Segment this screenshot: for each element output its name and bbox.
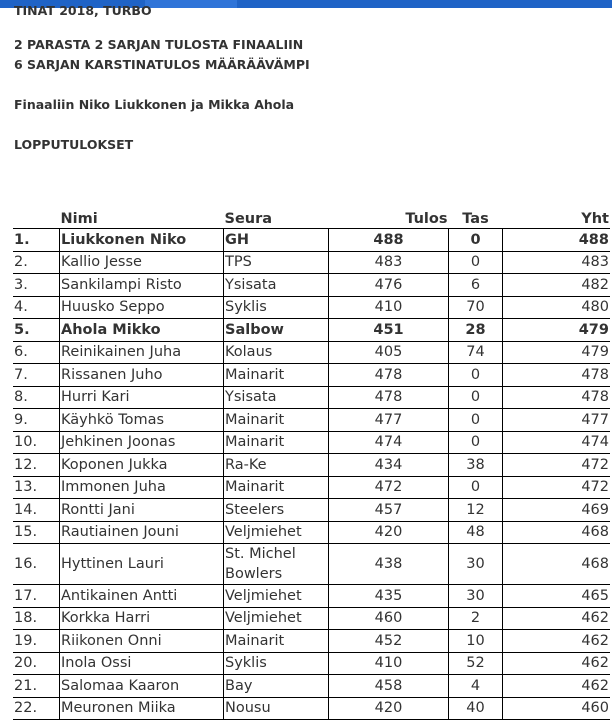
score-cell: 457 — [329, 499, 449, 522]
player-name-cell: Käyhkö Tomas — [60, 409, 224, 432]
table-row — [13, 319, 610, 342]
rank-cell: 6. — [13, 341, 60, 364]
total-cell: 480 — [503, 296, 611, 319]
club-cell: Ysisata — [224, 274, 329, 297]
player-name-cell: Huusko Seppo — [60, 296, 224, 319]
table-row — [13, 476, 610, 499]
total-cell: 478 — [503, 386, 611, 409]
table-row — [13, 409, 610, 432]
total-cell: 483 — [503, 251, 611, 274]
col-header-rank — [13, 207, 60, 229]
table-row — [13, 630, 610, 653]
total-cell: 468 — [503, 544, 611, 585]
handicap-cell: 4 — [449, 675, 503, 698]
handicap-cell: 30 — [449, 544, 503, 585]
handicap-cell: 74 — [449, 341, 503, 364]
table-row — [13, 296, 610, 319]
rule-line-2: 6 SARJAN KARSTINATULOS MÄÄRÄÄVÄMPI — [14, 57, 310, 72]
total-cell: 469 — [503, 499, 611, 522]
club-cell: GH — [224, 229, 329, 252]
club-cell: Syklis — [224, 652, 329, 675]
handicap-cell: 0 — [449, 251, 503, 274]
score-cell: 483 — [329, 251, 449, 274]
table-row — [13, 341, 610, 364]
table-row — [13, 386, 610, 409]
handicap-cell: 0 — [449, 229, 503, 252]
rule-line-1: 2 PARASTA 2 SARJAN TULOSTA FINAALIIN — [14, 37, 304, 52]
total-cell: 482 — [503, 274, 611, 297]
total-cell: 477 — [503, 409, 611, 432]
total-cell: 488 — [503, 229, 611, 252]
score-cell: 458 — [329, 675, 449, 698]
table-row — [13, 431, 610, 454]
club-cell: Kolaus — [224, 341, 329, 364]
score-cell: 488 — [329, 229, 449, 252]
table-row — [13, 652, 610, 675]
club-cell: Mainarit — [224, 476, 329, 499]
rank-cell: 15. — [13, 521, 60, 544]
table-row — [13, 364, 610, 387]
rank-cell: 16. — [13, 544, 60, 585]
rank-cell: 20. — [13, 652, 60, 675]
club-cell: Mainarit — [224, 431, 329, 454]
rank-cell: 10. — [13, 431, 60, 454]
total-cell: 465 — [503, 585, 611, 608]
table-row — [13, 251, 610, 274]
club-cell: Ysisata — [224, 386, 329, 409]
table-row — [13, 607, 610, 630]
rank-cell: 3. — [13, 274, 60, 297]
rank-cell: 7. — [13, 364, 60, 387]
total-cell: 468 — [503, 521, 611, 544]
handicap-cell: 70 — [449, 296, 503, 319]
score-cell: 438 — [329, 544, 449, 585]
total-cell: 474 — [503, 431, 611, 454]
table-row — [13, 585, 610, 608]
score-cell: 410 — [329, 296, 449, 319]
finalists-note: Finaaliin Niko Liukkonen ja Mikka Ahola — [14, 97, 295, 112]
player-name-cell: Salomaa Kaaron — [60, 675, 224, 698]
player-name-cell: Jehkinen Joonas — [60, 431, 224, 454]
handicap-cell: 6 — [449, 274, 503, 297]
player-name-cell: Rissanen Juho — [60, 364, 224, 387]
club-cell: St. Michel Bowlers — [224, 544, 329, 585]
player-name-cell: Liukkonen Niko — [60, 229, 224, 252]
rank-cell: 13. — [13, 476, 60, 499]
score-cell: 477 — [329, 409, 449, 432]
score-cell: 478 — [329, 364, 449, 387]
player-name-cell: Rontti Jani — [60, 499, 224, 522]
total-cell: 462 — [503, 630, 611, 653]
score-cell: 435 — [329, 585, 449, 608]
score-cell: 410 — [329, 652, 449, 675]
col-header-score: Tulos — [329, 207, 449, 229]
table-header-row — [13, 207, 610, 229]
club-cell: Veljmiehet — [224, 585, 329, 608]
rank-cell: 17. — [13, 585, 60, 608]
rank-cell: 1. — [13, 229, 60, 252]
rank-cell: 12. — [13, 454, 60, 477]
col-header-total: Yht — [503, 207, 611, 229]
club-cell: Ra-Ke — [224, 454, 329, 477]
table-row — [13, 274, 610, 297]
club-cell: Mainarit — [224, 409, 329, 432]
player-name-cell: Kallio Jesse — [60, 251, 224, 274]
total-cell: 472 — [503, 476, 611, 499]
rank-cell: 2. — [13, 251, 60, 274]
top-accent-segment — [145, 0, 237, 8]
score-cell: 405 — [329, 341, 449, 364]
page-title: TINAT 2018, TURBO — [14, 3, 152, 18]
score-cell: 451 — [329, 319, 449, 342]
player-name-cell: Antikainen Antti — [60, 585, 224, 608]
club-cell: Steelers — [224, 499, 329, 522]
player-name-cell: Rautiainen Jouni — [60, 521, 224, 544]
score-cell: 420 — [329, 697, 449, 720]
rank-cell: 22. — [13, 697, 60, 720]
handicap-cell: 0 — [449, 386, 503, 409]
total-cell: 478 — [503, 364, 611, 387]
handicap-cell: 0 — [449, 364, 503, 387]
total-cell: 472 — [503, 454, 611, 477]
club-cell: Mainarit — [224, 364, 329, 387]
handicap-cell: 30 — [449, 585, 503, 608]
rank-cell: 4. — [13, 296, 60, 319]
col-header-name: Nimi — [60, 207, 224, 229]
rank-cell: 8. — [13, 386, 60, 409]
handicap-cell: 10 — [449, 630, 503, 653]
rank-cell: 21. — [13, 675, 60, 698]
rank-cell: 5. — [13, 319, 60, 342]
total-cell: 460 — [503, 697, 611, 720]
col-header-club: Seura — [224, 207, 329, 229]
player-name-cell: Meuronen Miika — [60, 697, 224, 720]
club-cell: Nousu — [224, 697, 329, 720]
score-cell: 434 — [329, 454, 449, 477]
score-cell: 452 — [329, 630, 449, 653]
player-name-cell: Sankilampi Risto — [60, 274, 224, 297]
club-cell: Salbow — [224, 319, 329, 342]
club-cell: TPS — [224, 251, 329, 274]
club-cell: Syklis — [224, 296, 329, 319]
results-heading: LOPPUTULOKSET — [14, 137, 134, 152]
handicap-cell: 52 — [449, 652, 503, 675]
club-cell: Mainarit — [224, 630, 329, 653]
score-cell: 476 — [329, 274, 449, 297]
rank-cell: 9. — [13, 409, 60, 432]
table-row — [13, 675, 610, 698]
results-table — [13, 207, 610, 720]
player-name-cell: Korkka Harri — [60, 607, 224, 630]
rank-cell: 19. — [13, 630, 60, 653]
score-cell: 460 — [329, 607, 449, 630]
score-cell: 478 — [329, 386, 449, 409]
total-cell: 462 — [503, 652, 611, 675]
handicap-cell: 2 — [449, 607, 503, 630]
handicap-cell: 40 — [449, 697, 503, 720]
handicap-cell: 0 — [449, 476, 503, 499]
player-name-cell: Hurri Kari — [60, 386, 224, 409]
rank-cell: 14. — [13, 499, 60, 522]
player-name-cell: Reinikainen Juha — [60, 341, 224, 364]
table-row — [13, 229, 610, 252]
player-name-cell: Ahola Mikko — [60, 319, 224, 342]
club-cell: Veljmiehet — [224, 607, 329, 630]
table-row — [13, 521, 610, 544]
handicap-cell: 38 — [449, 454, 503, 477]
table-row — [13, 544, 610, 585]
rank-cell: 18. — [13, 607, 60, 630]
player-name-cell: Koponen Jukka — [60, 454, 224, 477]
player-name-cell: Immonen Juha — [60, 476, 224, 499]
club-cell: Bay — [224, 675, 329, 698]
table-row — [13, 499, 610, 522]
col-header-handicap: Tas — [449, 207, 503, 229]
score-cell: 474 — [329, 431, 449, 454]
player-name-cell: Inola Ossi — [60, 652, 224, 675]
handicap-cell: 0 — [449, 409, 503, 432]
table-row — [13, 697, 610, 720]
handicap-cell: 48 — [449, 521, 503, 544]
table-row — [13, 454, 610, 477]
club-cell: Veljmiehet — [224, 521, 329, 544]
handicap-cell: 12 — [449, 499, 503, 522]
score-cell: 420 — [329, 521, 449, 544]
player-name-cell: Hyttinen Lauri — [60, 544, 224, 585]
handicap-cell: 28 — [449, 319, 503, 342]
total-cell: 479 — [503, 319, 611, 342]
player-name-cell: Riikonen Onni — [60, 630, 224, 653]
total-cell: 462 — [503, 675, 611, 698]
total-cell: 462 — [503, 607, 611, 630]
total-cell: 479 — [503, 341, 611, 364]
handicap-cell: 0 — [449, 431, 503, 454]
score-cell: 472 — [329, 476, 449, 499]
